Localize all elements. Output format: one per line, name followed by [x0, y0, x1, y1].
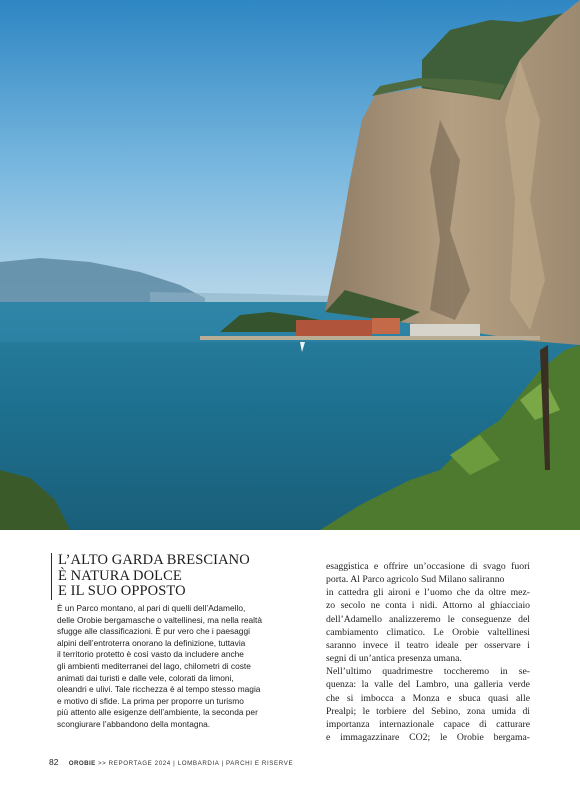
lead-line: più attento alle esigenze dell’ambiente, la seconda per: [57, 707, 258, 718]
magazine-brand: OROBIE: [68, 760, 96, 767]
heading-line: È NATURA DOLCE: [58, 567, 182, 584]
body-line: saranno invece il teatro ideale per osservare i: [326, 639, 530, 651]
body-line: porta. Al Parco agricolo Sud Milano saliranno: [326, 574, 505, 586]
page-number: 82: [49, 757, 59, 767]
body-line: dell’Adamello analizzeremo le conseguenze del: [326, 613, 530, 625]
lead-line: È un Parco montano, al pari di quelli dell’Adamello,: [57, 603, 246, 613]
body-line: zo secolo ne conta i nidi. Attorno al ghiacciaio: [326, 600, 530, 612]
body-line: che si imbocca a Monza e sbuca quasi alle: [326, 692, 530, 704]
lead-line: delle Orobie bergamasche o valtellinesi, ma nella realtà: [57, 614, 262, 625]
body-line: in cattedra gli aironi e l’uomo che da oltre mez-: [326, 587, 530, 599]
body-line: Prealpi; le torbiere del Sebino, zona umida di: [326, 705, 530, 717]
lead-line: scongiurare l’abbandono della montagna.: [57, 718, 211, 729]
heading-line: E IL SUO OPPOSTO: [58, 583, 186, 599]
body-column: [326, 560, 530, 744]
lead-line: gli ambienti mediterranei del lago, chilometri di coste: [57, 660, 251, 671]
heading-line: L’ALTO GARDA BRESCIANO: [58, 552, 250, 568]
section-label: >> REPORTAGE 2024 | LOMBARDIA | PARCHI E RISERVE: [97, 760, 294, 767]
lead-line: il territorio protetto è così vasto da includere anche: [57, 649, 244, 660]
lead-line: sfugge alle classificazioni. È pur vero che i paesaggi: [57, 626, 250, 637]
page-footer: [49, 757, 293, 767]
lead-line: animati dai turisti e dalle vele, colorati da limoni,: [57, 672, 234, 683]
lead-line: oleandri e ulivi. Tale ricchezza è al tempo stesso magia: [57, 684, 261, 695]
lead-line: e motivo di sfide. La prima per proporre un turismo: [57, 695, 244, 706]
body-line: segni di un’antica presenza umana.: [326, 653, 462, 665]
body-line: importanza internazionale capace di catturare: [326, 718, 530, 730]
body-line: esaggistica e offrire un’occasione di svago fuori: [326, 561, 530, 572]
body-line: quenza: la valle del Lambro, una galleria verde: [326, 679, 530, 691]
body-line: Nell’ultimo quadrimestre toccheremo in se-: [326, 666, 530, 678]
lead-line: alpini dell’entroterra onorano la definizione, tuttavia: [57, 637, 246, 648]
lead-paragraph: [57, 603, 272, 731]
body-line: cambiamento climatico. Le Orobie valtellinesi: [326, 626, 530, 638]
article-heading: [51, 553, 263, 600]
body-line: e immagazzinare CO2; le Orobie bergama-: [326, 732, 530, 744]
